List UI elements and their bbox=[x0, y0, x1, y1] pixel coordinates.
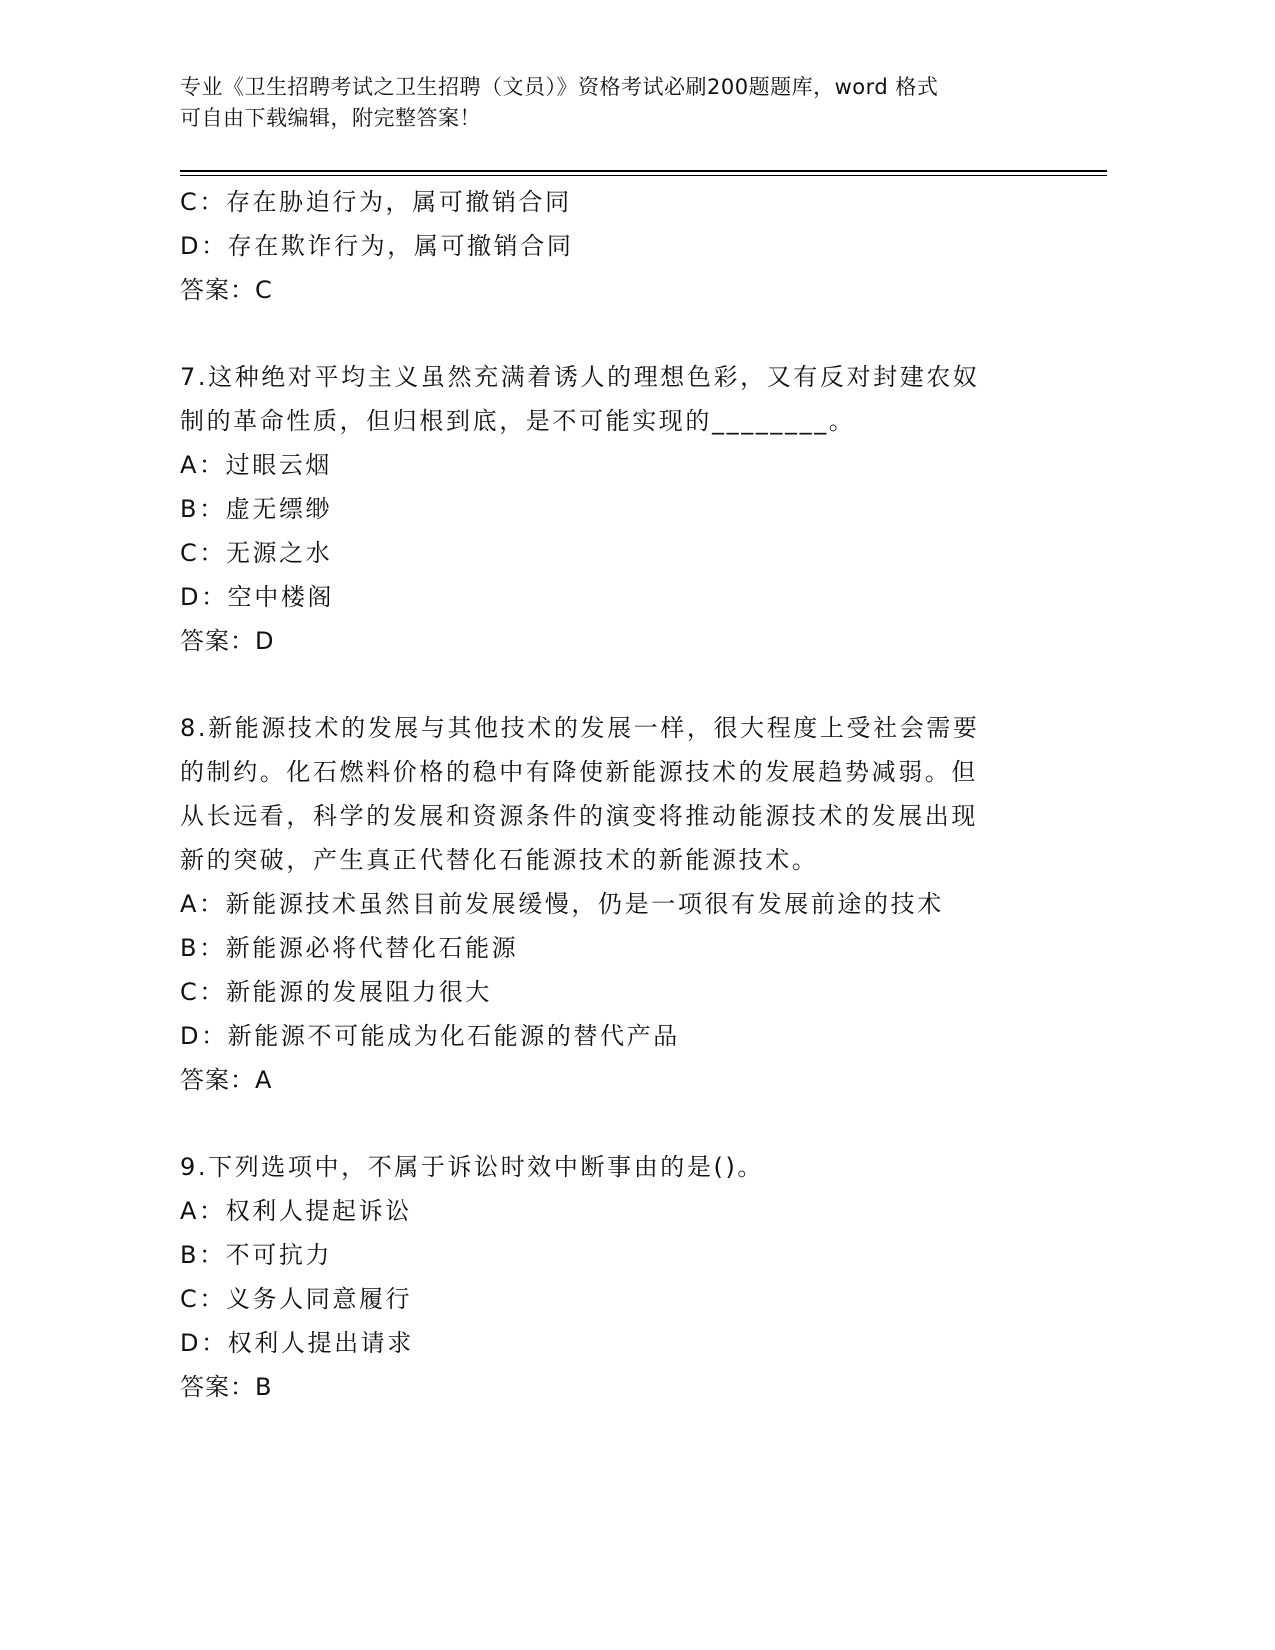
question-stem-line: 9.下列选项中，不属于诉讼时效中断事由的是()。 bbox=[180, 1153, 765, 1181]
option-c: C：无源之水 bbox=[180, 539, 333, 567]
question-9 bbox=[180, 1145, 1040, 1409]
question-stem-line: 制的革命性质，但归根到底，是不可能实现的________。 bbox=[180, 407, 856, 435]
option-d: D：新能源不可能成为化石能源的替代产品 bbox=[180, 1022, 680, 1050]
spacer bbox=[180, 663, 1040, 706]
answer-line: 答案：A bbox=[180, 1066, 273, 1094]
header-title-line-2: 可自由下载编辑，附完整答案！ bbox=[180, 106, 481, 130]
question-stem-line: 的制约。化石燃料价格的稳中有降使新能源技术的发展趋势减弱。但 bbox=[180, 758, 978, 786]
spacer bbox=[180, 1102, 1040, 1145]
question-6-tail bbox=[180, 180, 1040, 312]
option-b: B：不可抗力 bbox=[180, 1241, 333, 1269]
answer-line: 答案：C bbox=[180, 276, 273, 304]
header-divider-thick bbox=[180, 170, 1107, 172]
option-d: D：空中楼阁 bbox=[180, 583, 335, 611]
option-c: C：存在胁迫行为，属可撤销合同 bbox=[180, 188, 572, 216]
question-8 bbox=[180, 706, 1040, 1102]
header-title-line-1: 专业《卫生招聘考试之卫生招聘（文员）》资格考试必刷200题题库，word 格式 bbox=[180, 75, 939, 99]
option-c: C：义务人同意履行 bbox=[180, 1285, 413, 1313]
spacer bbox=[180, 312, 1040, 355]
question-stem-line: 8.新能源技术的发展与其他技术的发展一样，很大程度上受社会需要 bbox=[180, 714, 980, 742]
document-body bbox=[180, 180, 1040, 1409]
question-7 bbox=[180, 355, 1040, 663]
question-stem-line: 7.这种绝对平均主义虽然充满着诱人的理想色彩，又有反对封建农奴 bbox=[180, 363, 980, 391]
option-d: D：存在欺诈行为，属可撤销合同 bbox=[180, 232, 574, 260]
answer-line: 答案：D bbox=[180, 627, 275, 655]
question-stem-line: 从长远看，科学的发展和资源条件的演变将推动能源技术的发展出现 bbox=[180, 802, 978, 830]
option-a: A：新能源技术虽然目前发展缓慢，仍是一项很有发展前途的技术 bbox=[180, 890, 944, 918]
option-c: C：新能源的发展阻力很大 bbox=[180, 978, 492, 1006]
option-b: B：虚无缥缈 bbox=[180, 495, 333, 523]
question-stem-line: 新的突破，产生真正代替化石能源技术的新能源技术。 bbox=[180, 846, 819, 874]
page-header bbox=[180, 72, 1060, 134]
header-divider-thin bbox=[180, 175, 1107, 176]
option-d: D：权利人提出请求 bbox=[180, 1329, 414, 1357]
option-a: A：过眼云烟 bbox=[180, 451, 333, 479]
option-a: A：权利人提起诉讼 bbox=[180, 1197, 412, 1225]
option-b: B：新能源必将代替化石能源 bbox=[180, 934, 519, 962]
answer-line: 答案：B bbox=[180, 1373, 273, 1401]
